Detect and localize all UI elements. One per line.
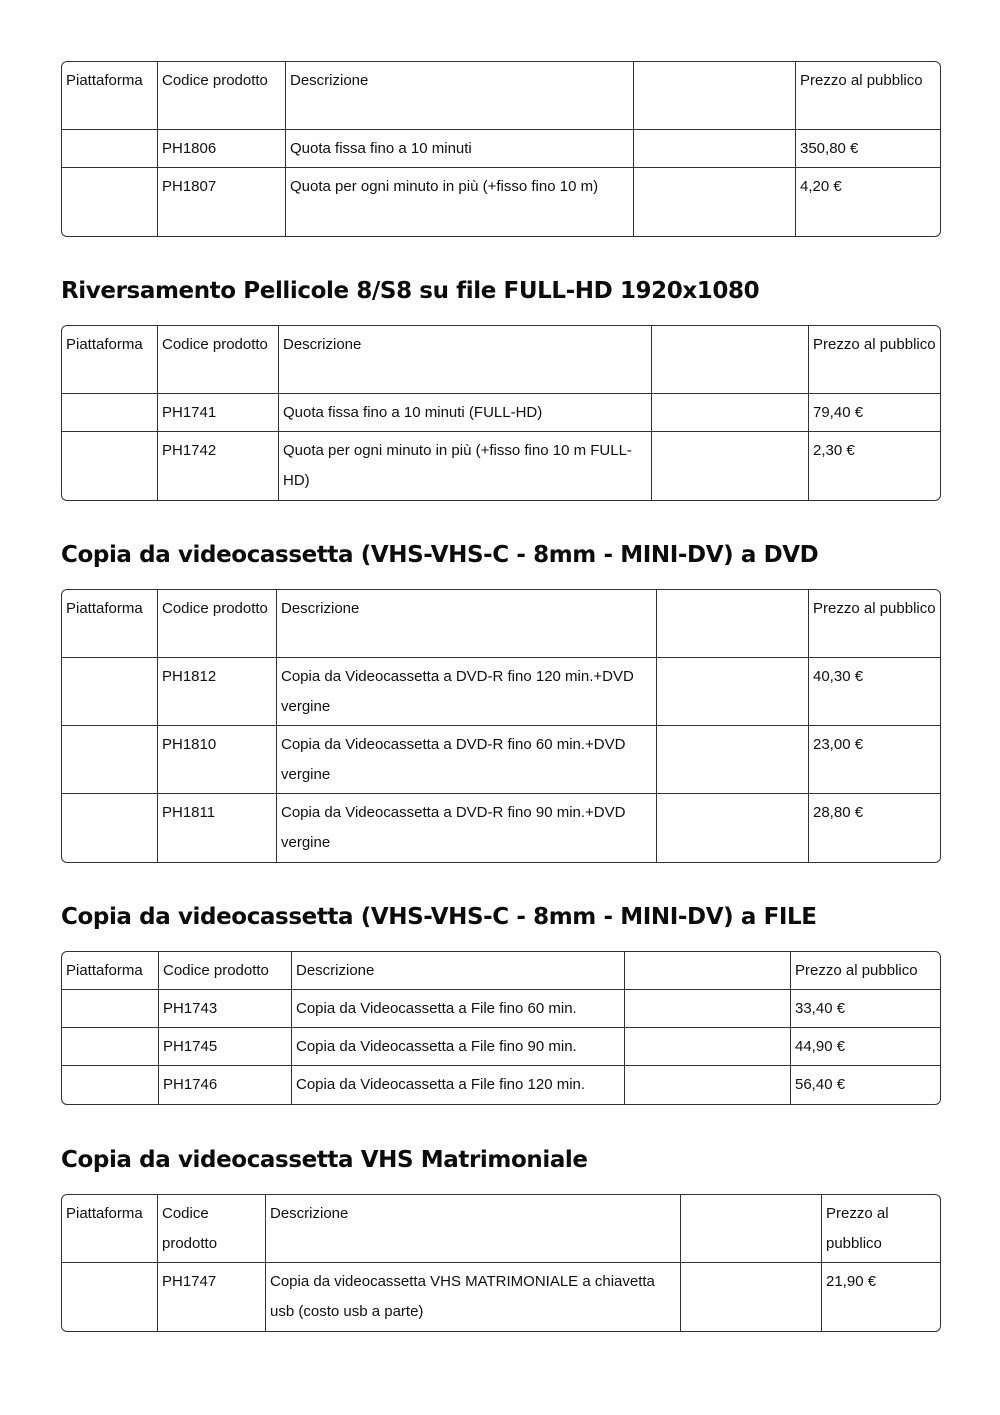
header-platform: Piattaforma xyxy=(62,1195,158,1263)
cell-platform xyxy=(62,1263,158,1331)
table-header-row xyxy=(62,1195,940,1263)
cell-code: PH1743 xyxy=(159,990,292,1028)
table-row xyxy=(62,168,940,236)
cell-description: Copia da videocassetta VHS MATRIMONIALE a chiavetta usb (costo usb a parte) xyxy=(266,1263,681,1331)
cell-code: PH1742 xyxy=(158,432,279,500)
header-code: Codice prodotto xyxy=(159,952,292,990)
table-header-row xyxy=(62,326,940,394)
cell-extra xyxy=(634,130,796,168)
price-table xyxy=(61,325,941,501)
table-row xyxy=(62,432,940,500)
table-row xyxy=(62,658,940,726)
cell-code: PH1811 xyxy=(158,794,277,862)
price-table xyxy=(61,1194,941,1332)
table-header-row xyxy=(62,590,940,658)
header-platform: Piattaforma xyxy=(62,590,158,658)
table-header-row xyxy=(62,952,940,990)
cell-price: 40,30 € xyxy=(809,658,940,726)
header-platform: Piattaforma xyxy=(62,62,158,130)
header-price: Prezzo al pubblico xyxy=(809,326,940,394)
section-title: Riversamento Pellicole 8/S8 su file FULL-HD 1920x1080 xyxy=(61,278,760,304)
cell-extra xyxy=(657,726,809,794)
cell-platform xyxy=(62,1066,159,1104)
table-header-row xyxy=(62,62,940,130)
header-code: Codice prodotto xyxy=(158,62,286,130)
header-blank xyxy=(634,62,796,130)
cell-price: 44,90 € xyxy=(791,1028,940,1066)
cell-price: 23,00 € xyxy=(809,726,940,794)
cell-code: PH1812 xyxy=(158,658,277,726)
section-title: Copia da videocassetta VHS Matrimoniale xyxy=(61,1147,588,1173)
header-blank xyxy=(681,1195,822,1263)
cell-description: Quota per ogni minuto in più (+fisso fino 10 m) xyxy=(286,168,634,236)
cell-description: Copia da Videocassetta a DVD-R fino 120 min.+DVD vergine xyxy=(277,658,657,726)
cell-price: 79,40 € xyxy=(809,394,940,432)
cell-description: Copia da Videocassetta a DVD-R fino 90 min.+DVD vergine xyxy=(277,794,657,862)
header-description: Descrizione xyxy=(279,326,652,394)
header-platform: Piattaforma xyxy=(62,952,159,990)
cell-platform xyxy=(62,794,158,862)
cell-code: PH1741 xyxy=(158,394,279,432)
cell-platform xyxy=(62,394,158,432)
header-description: Descrizione xyxy=(292,952,625,990)
table-row xyxy=(62,1066,940,1104)
section-title: Copia da videocassetta (VHS-VHS-C - 8mm - MINI-DV) a FILE xyxy=(61,904,817,930)
table-row xyxy=(62,1028,940,1066)
header-blank xyxy=(657,590,809,658)
table-row xyxy=(62,726,940,794)
cell-code: PH1807 xyxy=(158,168,286,236)
table-row xyxy=(62,130,940,168)
cell-platform xyxy=(62,130,158,168)
cell-platform xyxy=(62,1028,159,1066)
cell-price: 4,20 € xyxy=(800,178,842,195)
header-price: Prezzo al pubblico xyxy=(809,590,940,658)
cell-description: Copia da Videocassetta a File fino 90 min. xyxy=(292,1028,625,1066)
header-code: Codice prodotto xyxy=(158,1195,266,1263)
header-code: Codice prodotto xyxy=(158,326,279,394)
header-description: Descrizione xyxy=(277,590,657,658)
cell-extra xyxy=(634,168,796,236)
cell-description: Copia da Videocassetta a File fino 60 min. xyxy=(292,990,625,1028)
cell-price: 350,80 € xyxy=(796,130,940,168)
cell-description: Quota per ogni minuto in più (+fisso fino 10 m FULL-HD) xyxy=(279,432,652,500)
cell-price: 2,30 € xyxy=(813,442,855,459)
cell-price: 21,90 € xyxy=(826,1273,877,1290)
cell-price: 33,40 € xyxy=(791,990,940,1028)
cell-platform xyxy=(62,432,158,500)
price-table xyxy=(61,589,941,863)
header-blank xyxy=(652,326,809,394)
cell-price: 28,80 € xyxy=(813,804,864,821)
table-row xyxy=(62,990,940,1028)
cell-description: Quota fissa fino a 10 minuti xyxy=(286,130,634,168)
cell-extra xyxy=(625,1066,791,1104)
cell-extra xyxy=(681,1263,822,1331)
price-table xyxy=(61,951,941,1105)
cell-extra xyxy=(625,990,791,1028)
cell-code: PH1806 xyxy=(158,130,286,168)
header-price: Prezzo al pubblico xyxy=(796,62,940,130)
header-platform: Piattaforma xyxy=(62,326,158,394)
cell-extra xyxy=(657,658,809,726)
cell-extra xyxy=(652,432,809,500)
cell-extra xyxy=(652,394,809,432)
cell-platform xyxy=(62,168,158,236)
cell-extra xyxy=(625,1028,791,1066)
price-table xyxy=(61,61,941,237)
header-price: Prezzo al pubblico xyxy=(822,1195,940,1263)
cell-description: Copia da Videocassetta a DVD-R fino 60 min.+DVD vergine xyxy=(277,726,657,794)
header-price: Prezzo al pubblico xyxy=(791,952,940,990)
cell-extra xyxy=(657,794,809,862)
header-description: Descrizione xyxy=(286,62,634,130)
cell-price: 56,40 € xyxy=(795,1076,846,1093)
cell-code: PH1747 xyxy=(158,1263,266,1331)
section-title: Copia da videocassetta (VHS-VHS-C - 8mm - MINI-DV) a DVD xyxy=(61,542,819,568)
header-description: Descrizione xyxy=(266,1195,681,1263)
table-row xyxy=(62,1263,940,1331)
cell-code: PH1810 xyxy=(158,726,277,794)
header-blank xyxy=(625,952,791,990)
cell-platform xyxy=(62,726,158,794)
cell-platform xyxy=(62,990,159,1028)
cell-code: PH1746 xyxy=(159,1066,292,1104)
cell-description: Quota fissa fino a 10 minuti (FULL-HD) xyxy=(279,394,652,432)
cell-platform xyxy=(62,658,158,726)
table-row xyxy=(62,794,940,862)
header-code: Codice prodotto xyxy=(158,590,277,658)
cell-code: PH1745 xyxy=(159,1028,292,1066)
table-row xyxy=(62,394,940,432)
cell-description: Copia da Videocassetta a File fino 120 min. xyxy=(292,1066,625,1104)
